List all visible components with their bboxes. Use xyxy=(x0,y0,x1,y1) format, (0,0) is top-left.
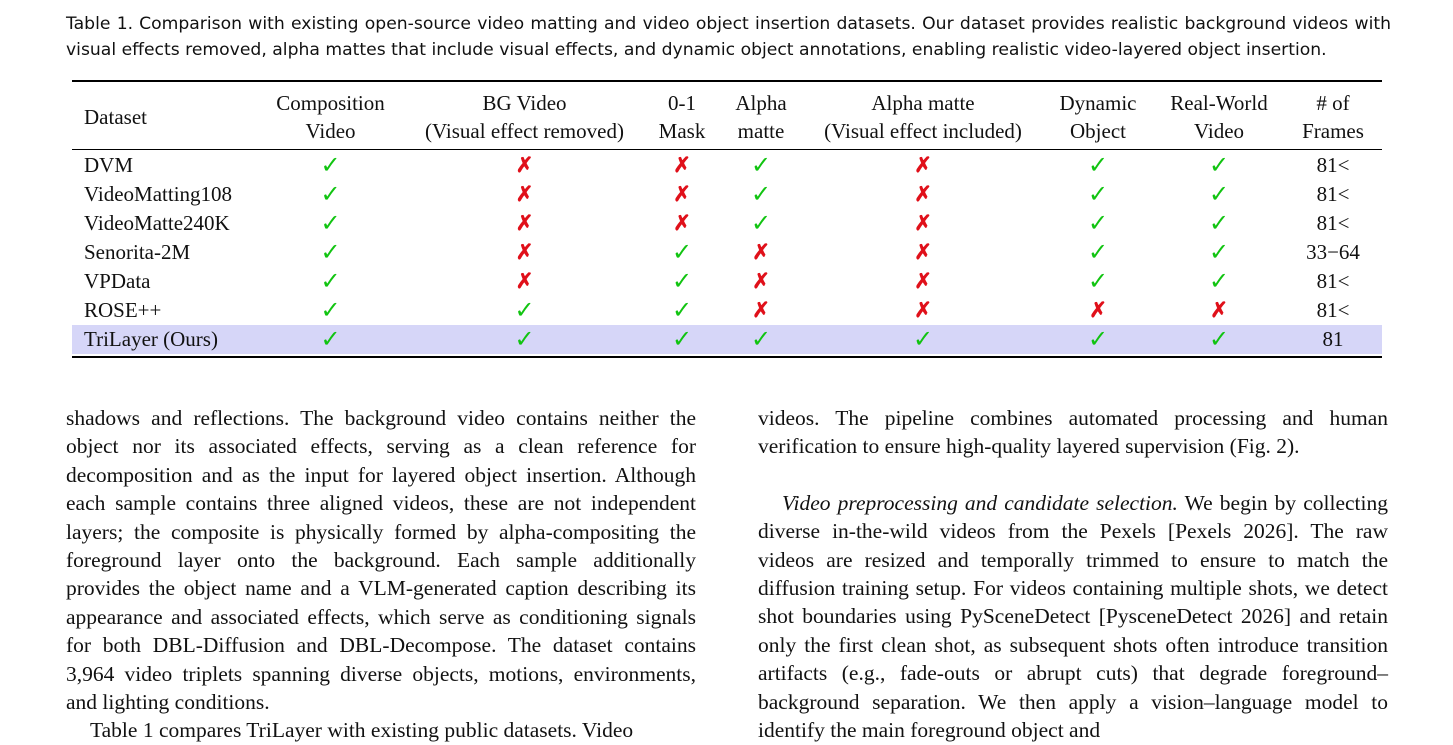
frames-cell: 81< xyxy=(1316,269,1350,293)
cross-icon: ✗ xyxy=(752,240,770,264)
check-icon: ✓ xyxy=(718,325,804,354)
caption-text: Comparison with existing open-source video matting and video object insertion datasets. Our dataset provides realistic background videos with visual effects removed, alpha mattes that include visual effects, and dynamic object annotations, enabling realistic video-layered object insertion. xyxy=(66,14,1391,60)
check-icon: ✓ xyxy=(1087,153,1109,179)
comparison-table-grid xyxy=(72,82,1382,354)
table-row xyxy=(72,325,1382,354)
header-alpha-fx: Alpha matte (Visual effect included) xyxy=(824,90,1022,143)
frames-cell: 33−64 xyxy=(1306,240,1360,264)
check-icon: ✓ xyxy=(671,298,693,324)
dataset-name: TriLayer (Ours) xyxy=(72,325,258,354)
cross-icon: ✗ xyxy=(515,211,534,235)
table-row xyxy=(72,151,1382,180)
cross-icon: ✗ xyxy=(673,211,691,235)
table-body xyxy=(72,151,1382,354)
cross-icon: ✗ xyxy=(914,240,932,264)
caption-label: Table 1. xyxy=(66,14,134,34)
check-icon: ✓ xyxy=(320,269,341,295)
frames-cell: 81< xyxy=(1316,298,1350,322)
cross-icon: ✗ xyxy=(752,269,770,293)
cross-icon: ✗ xyxy=(673,153,691,177)
header-row xyxy=(72,82,1382,151)
check-icon: ✓ xyxy=(1087,182,1109,208)
header-mask: 0-1 Mask xyxy=(658,90,706,143)
check-icon: ✓ xyxy=(750,153,772,179)
dataset-name: VPData xyxy=(84,269,151,293)
check-icon: ✓ xyxy=(646,325,718,354)
cross-icon: ✗ xyxy=(515,182,534,206)
check-icon: ✓ xyxy=(1208,182,1230,208)
check-icon: ✓ xyxy=(320,182,341,208)
check-icon: ✓ xyxy=(671,240,693,266)
check-icon: ✓ xyxy=(320,211,341,237)
left-column xyxy=(66,404,696,745)
check-icon: ✓ xyxy=(320,240,341,266)
check-icon: ✓ xyxy=(320,298,341,324)
table-row xyxy=(72,209,1382,238)
cross-icon: ✗ xyxy=(515,269,534,293)
check-icon: ✓ xyxy=(750,182,772,208)
check-icon: ✓ xyxy=(804,325,1042,354)
header-frames: # of Frames xyxy=(1302,90,1364,143)
right-column xyxy=(758,404,1388,744)
header-alpha: Alpha matte xyxy=(735,90,787,143)
check-icon: ✓ xyxy=(671,269,693,295)
section-heading: Video preprocessing and candidate selection. xyxy=(782,490,1178,515)
dataset-name: VideoMatte240K xyxy=(84,211,230,235)
cross-icon: ✗ xyxy=(1089,298,1107,322)
table-row xyxy=(72,296,1382,325)
check-icon: ✓ xyxy=(1208,153,1230,179)
dataset-name: DVM xyxy=(84,153,134,177)
right-paragraph-1: videos. The pipeline combines automated processing and human verification to ensure high-quality layered supervision (Fig. 2). xyxy=(758,406,1388,459)
cross-icon: ✗ xyxy=(914,269,932,293)
cross-icon: ✗ xyxy=(515,240,534,264)
check-icon: ✓ xyxy=(403,325,646,354)
check-icon: ✓ xyxy=(1087,211,1109,237)
dataset-name: VideoMatting108 xyxy=(84,182,233,206)
check-icon: ✓ xyxy=(258,325,403,354)
header-composition: Composition Video xyxy=(276,90,385,143)
frames-cell: 81< xyxy=(1316,153,1350,177)
table-row xyxy=(72,238,1382,267)
table-caption xyxy=(66,11,1391,63)
dataset-name: Senorita-2M xyxy=(84,240,191,264)
frames-cell: 81< xyxy=(1316,211,1350,235)
check-icon: ✓ xyxy=(1087,240,1109,266)
check-icon: ✓ xyxy=(1208,269,1230,295)
cross-icon: ✗ xyxy=(914,298,932,322)
cross-icon: ✗ xyxy=(673,182,691,206)
right-paragraph-2: Video preprocessing and candidate selection. We begin by collecting diverse in-the-wild videos from the Pexels [Pexels 2026]. The raw videos are resized and temporally trimmed to ensure to match the diffusion training setup. For videos containing multiple shots, we detect shot boundaries using PySceneDetect [PysceneDetect 2026] and retain only the first clean shot, as subsequent shots often introduce transition artifacts (e.g., fade-outs or abrupt cuts) that degrade foreground–background separation. We then apply a vision–language model to identify the main foreground object and xyxy=(758,490,1388,743)
check-icon: ✓ xyxy=(1154,325,1284,354)
header-dynamic: Dynamic Object xyxy=(1059,90,1137,143)
check-icon: ✓ xyxy=(320,153,341,179)
table-row xyxy=(72,267,1382,296)
cross-icon: ✗ xyxy=(914,211,932,235)
check-icon: ✓ xyxy=(1208,211,1230,237)
left-paragraph-1: shadows and reflections. The background video contains neither the object nor its associated effects, serving as a clean reference for decomposition and as the input for layered object insertion. Although each sample contains three aligned videos, these are not independent layers; the composite is physically formed by alpha-compositing the foreground layer onto the background. Each sample additionally provides the object name and a VLM-generated caption describing its appearance and associated effects, which serve as conditioning signals for both DBL-Diffusion and DBL-Decompose. The dataset contains 3,964 video triplets spanning diverse objects, motions, environments, and lighting conditions. xyxy=(66,406,696,715)
cross-icon: ✗ xyxy=(752,298,770,322)
header-real-world: Real-World Video xyxy=(1170,90,1268,143)
header-bg-video: BG Video (Visual effect removed) xyxy=(425,90,624,143)
check-icon: ✓ xyxy=(1087,269,1109,295)
check-icon: ✓ xyxy=(1042,325,1154,354)
table-row xyxy=(72,180,1382,209)
cross-icon: ✗ xyxy=(1210,298,1228,322)
cross-icon: ✗ xyxy=(914,153,932,177)
dataset-name: ROSE++ xyxy=(84,298,162,322)
frames-cell: 81< xyxy=(1316,182,1350,206)
cross-icon: ✗ xyxy=(515,153,534,177)
check-icon: ✓ xyxy=(750,211,772,237)
cross-icon: ✗ xyxy=(914,182,932,206)
check-icon: ✓ xyxy=(514,298,535,324)
left-paragraph-2: Table 1 compares TriLayer with existing public datasets. Video xyxy=(90,718,634,743)
check-icon: ✓ xyxy=(1208,240,1230,266)
header-dataset: Dataset xyxy=(84,104,147,129)
bottom-rule xyxy=(72,356,1382,358)
frames-cell: 81 xyxy=(1284,325,1382,354)
